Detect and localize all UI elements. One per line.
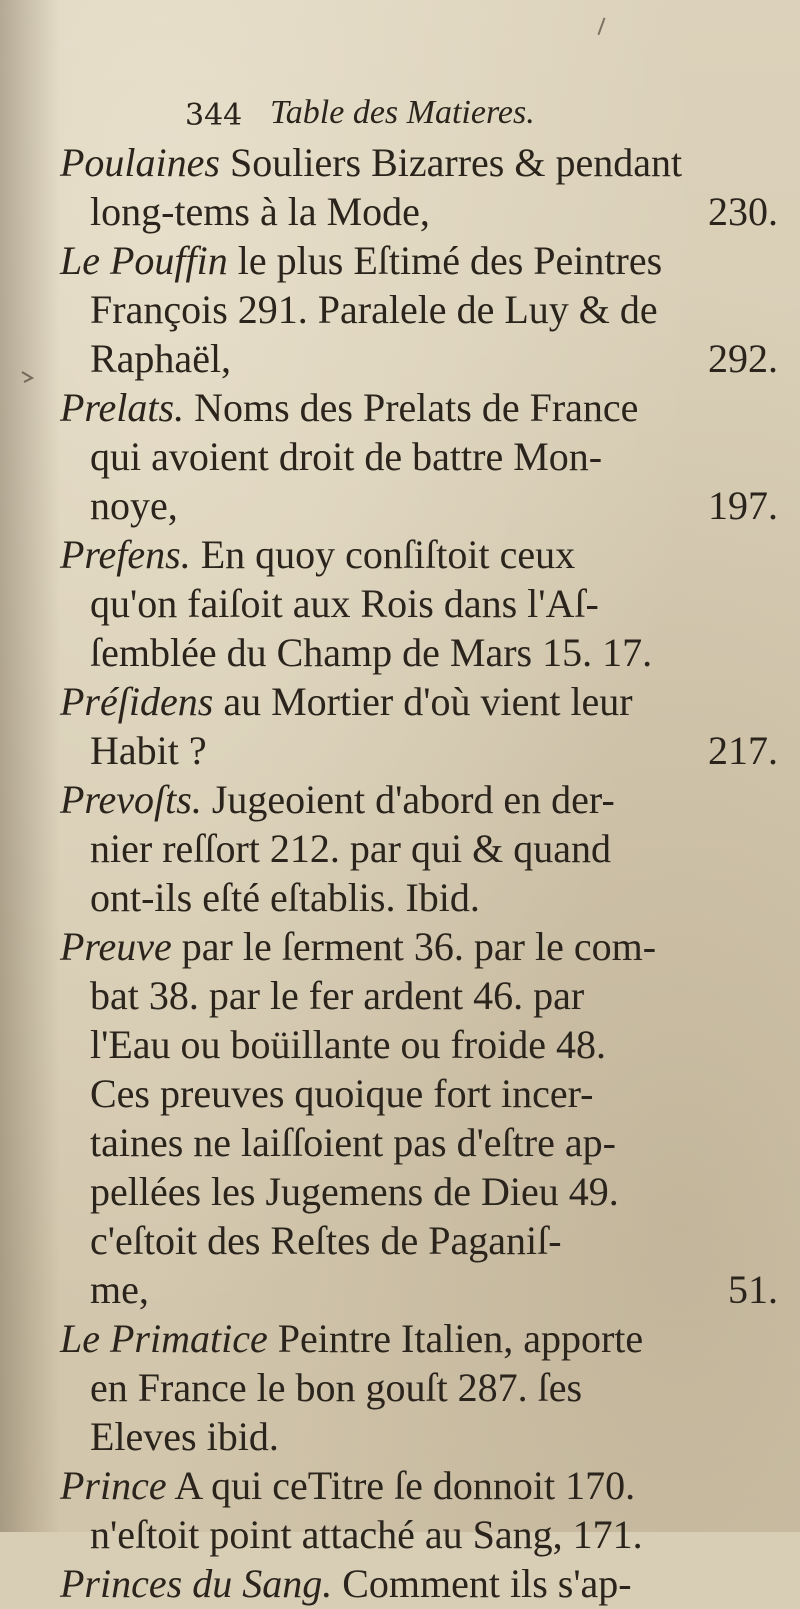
index-line [0, 1363, 800, 1413]
index-line [0, 138, 800, 188]
index-line [0, 187, 800, 237]
index-line [0, 775, 800, 825]
entry-text: n'eſtoit point attaché au Sang, 171. [90, 1512, 643, 1557]
entry-heading: Le Primatice [60, 1316, 268, 1361]
entry-heading: Prince [60, 1463, 167, 1508]
entry-text: l'Eau ou boüillante ou froide 48. [90, 1022, 606, 1067]
page-number: 344 [185, 98, 243, 133]
entry-text: taines ne laiſſoient pas d'eſtre ap- [90, 1120, 616, 1165]
entry-text: Eleves ibid. [90, 1414, 279, 1459]
index-line [0, 726, 800, 776]
index-line [0, 1118, 800, 1168]
entry-text: Habit ? [90, 728, 207, 773]
index-line [0, 530, 800, 580]
entry-text: le plus Eſtimé des Peintres [227, 238, 663, 283]
entry-heading: Le Pouffin [60, 238, 228, 283]
index-line [0, 922, 800, 972]
index-line [0, 628, 800, 678]
index-line [0, 873, 800, 923]
index-line [0, 236, 800, 286]
index-line [0, 285, 800, 335]
index-line [0, 334, 800, 384]
index-line [0, 1412, 800, 1462]
entry-text: me, [90, 1267, 149, 1312]
entry-text: Peintre Italien, apporte [267, 1316, 644, 1361]
entry-text: ont-ils eſté eſtablis. Ibid. [90, 875, 480, 920]
entry-heading: Préſidens [60, 679, 214, 724]
entry-text: nier reſſort 212. par qui & quand [90, 826, 611, 871]
index-line [0, 1510, 800, 1560]
entry-text: pellées les Jugemens de Dieu 49. [90, 1169, 619, 1214]
index-line [0, 1461, 800, 1511]
index-line [0, 1069, 800, 1119]
index-line [0, 383, 800, 433]
index-line [0, 677, 800, 727]
entry-heading: Preuve [60, 924, 172, 969]
page-reference: 51. [728, 1267, 778, 1312]
index-line [0, 579, 800, 629]
entry-text: par le ſerment 36. par le com- [171, 924, 657, 969]
entry-text: long-tems à la Mode, [90, 189, 430, 234]
entry-text: noye, [90, 483, 178, 528]
index-line [0, 481, 800, 531]
index-line [0, 1167, 800, 1217]
index-line [0, 1020, 800, 1070]
entry-text: Noms des Prelats de France [184, 385, 639, 430]
entry-heading: Prevoſts. [60, 777, 202, 822]
index-line [0, 824, 800, 874]
entry-heading: Prelats. [60, 385, 185, 430]
entry-text: ſemblée du Champ de Mars 15. 17. [90, 630, 653, 675]
entry-heading: Princes du Sang. [60, 1561, 333, 1606]
entry-text: Jugeoient d'abord en der- [201, 777, 615, 822]
entry-text: Comment ils s'ap- [332, 1561, 632, 1606]
index-line [0, 1265, 800, 1315]
index-line [0, 1216, 800, 1266]
page-reference: 230. [708, 189, 778, 234]
entry-text: François 291. Paralele de Luy & de [90, 287, 658, 332]
index-line [0, 971, 800, 1021]
entry-text: c'eſtoit des Reſtes de Paganiſ- [90, 1218, 562, 1263]
page-header [0, 92, 800, 136]
page-reference: 197. [708, 483, 778, 528]
entry-text: En quoy conſiſtoit ceux [190, 532, 576, 577]
entry-text: Raphaël, [90, 336, 232, 381]
entry-text: Souliers Bizarres & pendant [219, 140, 683, 185]
running-title: Table des Matieres. [270, 94, 535, 131]
index-line [0, 1559, 800, 1609]
entry-text: en France le bon gouſt 287. ſes [90, 1365, 583, 1410]
page-reference: 217. [708, 728, 778, 773]
index-line [0, 1314, 800, 1364]
page-reference: 292. [708, 336, 778, 381]
ink-mark [597, 17, 620, 40]
entry-text: au Mortier d'où vient leur [213, 679, 633, 724]
entry-text: A qui ceTitre ſe donnoit 170. [166, 1463, 636, 1508]
entry-text: Ces preuves quoique fort incer- [90, 1071, 594, 1116]
index-line [0, 432, 800, 482]
entry-text: bat 38. par le fer ardent 46. par [90, 973, 585, 1018]
entry-text: qui avoient droit de battre Mon- [90, 434, 603, 479]
entry-heading: Poulaines [60, 140, 220, 185]
entry-text: qu'on faiſoit aux Rois dans l'Aſ- [90, 581, 599, 626]
entry-heading: Prefens. [60, 532, 191, 577]
